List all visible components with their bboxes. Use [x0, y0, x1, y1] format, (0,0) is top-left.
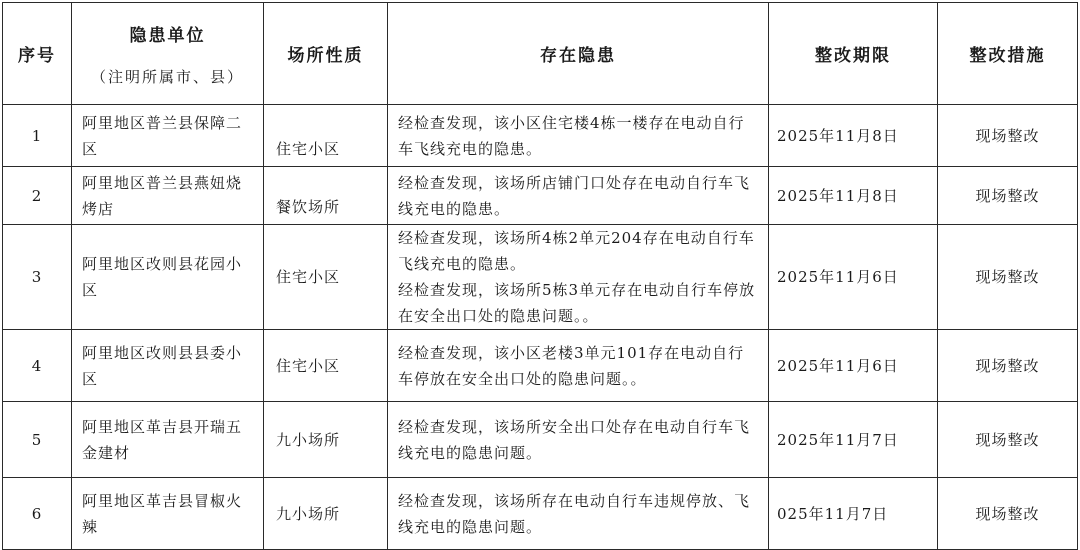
header-deadline: 整改期限 — [769, 3, 938, 105]
issue-paragraph: 经检查发现，该场所5栋3单元存在电动自行车停放在安全出口处的隐患问题。。 — [398, 281, 756, 325]
header-seq: 序号 — [3, 3, 72, 105]
cell-unit: 阿里地区改则县花园小区 — [72, 225, 264, 330]
header-unit — [72, 3, 264, 105]
table-row — [3, 105, 1078, 167]
cell-seq: 5 — [3, 402, 72, 478]
cell-measure: 现场整改 — [938, 402, 1078, 478]
cell-deadline: 025年11月7日 — [769, 478, 938, 550]
hazard-table — [2, 2, 1078, 550]
cell-unit: 阿里地区普兰县保障二区 — [72, 105, 264, 167]
cell-type: 九小场所 — [264, 402, 388, 478]
cell-issue — [388, 167, 769, 225]
cell-seq: 1 — [3, 105, 72, 167]
cell-seq: 6 — [3, 478, 72, 550]
table-row — [3, 225, 1078, 330]
cell-deadline: 2025年11月8日 — [769, 167, 938, 225]
cell-seq: 2 — [3, 167, 72, 225]
cell-type: 餐饮场所 — [264, 167, 388, 225]
cell-issue — [388, 225, 769, 330]
issue-paragraph: 经检查发现，该场所存在电动自行车违规停放、飞线充电的隐患问题。 — [398, 491, 751, 536]
table-row — [3, 167, 1078, 225]
cell-deadline: 2025年11月8日 — [769, 105, 938, 167]
cell-unit: 阿里地区革吉县开瑞五金建材 — [72, 402, 264, 478]
cell-unit: 阿里地区革吉县冒椒火辣 — [72, 478, 264, 550]
header-unit-title: 隐患单位 — [129, 25, 206, 46]
issue-paragraph: 经检查发现，该小区老楼3单元101存在电动自行车停放在安全出口处的隐患问题。。 — [398, 343, 745, 388]
cell-seq: 3 — [3, 225, 72, 330]
issue-paragraph: 经检查发现，该场所4栋2单元204存在电动自行车飞线充电的隐患。 — [398, 229, 755, 273]
cell-type: 住宅小区 — [264, 225, 388, 330]
cell-type: 住宅小区 — [264, 105, 388, 167]
issue-paragraph: 经检查发现，该场所店铺门口处存在电动自行车飞线充电的隐患。 — [398, 173, 751, 218]
header-measure: 整改措施 — [938, 3, 1078, 105]
table-row — [3, 330, 1078, 402]
cell-deadline: 2025年11月7日 — [769, 402, 938, 478]
cell-deadline: 2025年11月6日 — [769, 330, 938, 402]
cell-deadline: 2025年11月6日 — [769, 225, 938, 330]
table-row — [3, 478, 1078, 550]
cell-type: 九小场所 — [264, 478, 388, 550]
cell-measure: 现场整改 — [938, 225, 1078, 330]
cell-seq: 4 — [3, 330, 72, 402]
header-issue: 存在隐患 — [388, 3, 769, 105]
header-type: 场所性质 — [264, 3, 388, 105]
cell-measure: 现场整改 — [938, 478, 1078, 550]
cell-issue — [388, 478, 769, 550]
cell-issue — [388, 402, 769, 478]
table-row — [3, 402, 1078, 478]
cell-type: 住宅小区 — [264, 330, 388, 402]
header-row — [3, 3, 1078, 105]
cell-measure: 现场整改 — [938, 167, 1078, 225]
cell-issue — [388, 105, 769, 167]
cell-issue — [388, 330, 769, 402]
cell-unit: 阿里地区普兰县燕妞烧烤店 — [72, 167, 264, 225]
header-unit-note: （注明所属市、县） — [90, 67, 244, 86]
issue-paragraph: 经检查发现，该场所安全出口处存在电动自行车飞线充电的隐患问题。 — [398, 417, 751, 462]
issue-paragraph: 经检查发现，该小区住宅楼4栋一楼存在电动自行车飞线充电的隐患。 — [398, 113, 745, 158]
cell-measure: 现场整改 — [938, 330, 1078, 402]
cell-measure: 现场整改 — [938, 105, 1078, 167]
table-body — [3, 105, 1078, 550]
cell-unit: 阿里地区改则县县委小区 — [72, 330, 264, 402]
